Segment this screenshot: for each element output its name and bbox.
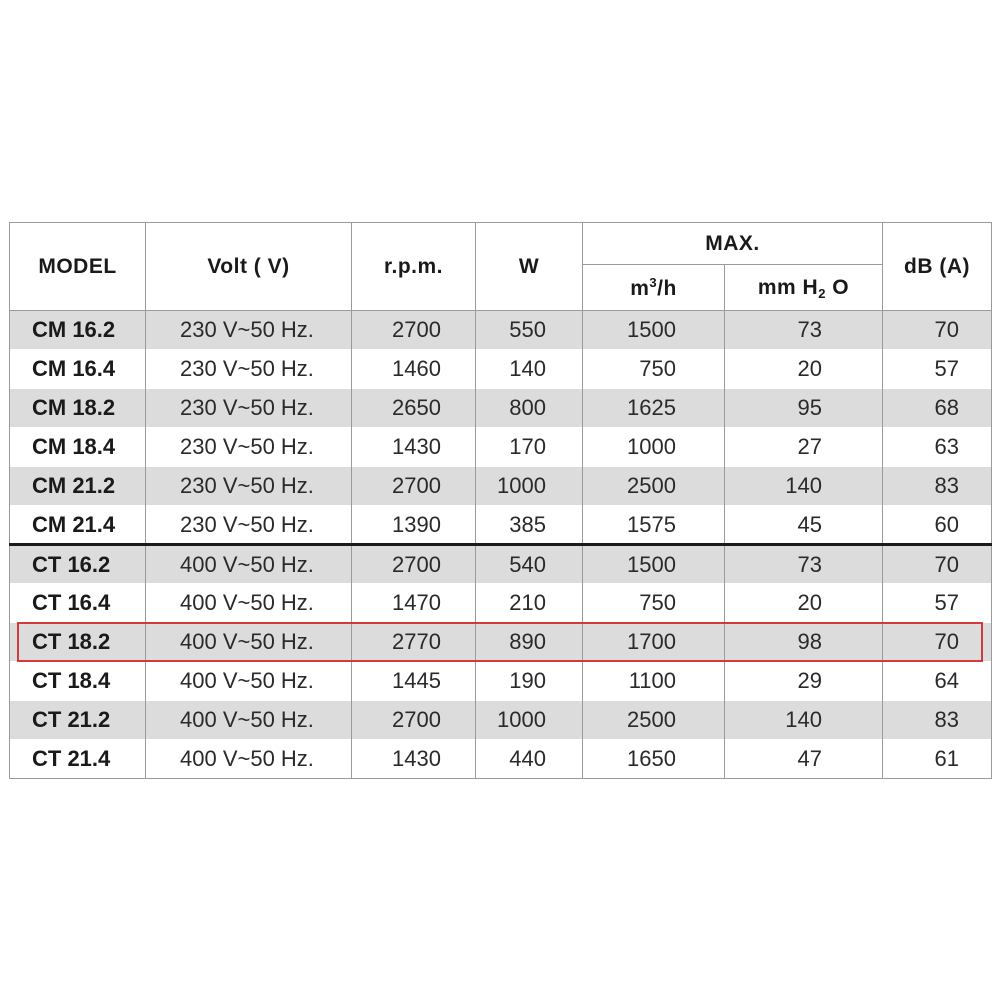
table-body — [10, 311, 992, 779]
table-row — [10, 740, 992, 779]
header-row-top — [10, 223, 992, 265]
cell-w: 800 — [476, 389, 583, 428]
cell-db: 70 — [883, 623, 992, 662]
table-row — [10, 350, 992, 389]
col-header-model: MODEL — [10, 223, 146, 311]
cell-w: 190 — [476, 662, 583, 701]
table-row — [10, 701, 992, 740]
cell-model: CT 18.4 — [10, 662, 146, 701]
table-row — [10, 506, 992, 545]
cell-w: 385 — [476, 506, 583, 545]
cell-pressure: 140 — [725, 701, 883, 740]
airflow-unit-tail: /h — [657, 276, 677, 300]
cell-rpm: 1460 — [352, 350, 476, 389]
cell-rpm: 1430 — [352, 740, 476, 779]
cell-model: CT 16.2 — [10, 545, 146, 584]
cell-pressure: 47 — [725, 740, 883, 779]
cell-airflow: 1500 — [583, 545, 725, 584]
cell-w: 170 — [476, 428, 583, 467]
col-header-airflow — [583, 265, 725, 311]
airflow-unit-sup: 3 — [649, 274, 658, 290]
col-header-rpm: r.p.m. — [352, 223, 476, 311]
cell-pressure: 73 — [725, 311, 883, 350]
cell-airflow: 1100 — [583, 662, 725, 701]
table-row — [10, 428, 992, 467]
cell-pressure: 98 — [725, 623, 883, 662]
cell-db: 83 — [883, 467, 992, 506]
cell-volt: 400 V~50 Hz. — [146, 584, 352, 623]
cell-w: 890 — [476, 623, 583, 662]
cell-pressure: 29 — [725, 662, 883, 701]
cell-model: CM 18.2 — [10, 389, 146, 428]
cell-rpm: 1430 — [352, 428, 476, 467]
cell-db: 57 — [883, 584, 992, 623]
cell-airflow: 2500 — [583, 467, 725, 506]
table-row — [10, 545, 992, 584]
table-row — [10, 623, 992, 662]
cell-db: 70 — [883, 311, 992, 350]
cell-volt: 400 V~50 Hz. — [146, 701, 352, 740]
cell-rpm: 2700 — [352, 545, 476, 584]
cell-volt: 230 V~50 Hz. — [146, 506, 352, 545]
cell-w: 210 — [476, 584, 583, 623]
col-header-db: dB (A) — [883, 223, 992, 311]
cell-w: 540 — [476, 545, 583, 584]
cell-db: 68 — [883, 389, 992, 428]
cell-pressure: 95 — [725, 389, 883, 428]
cell-model: CT 18.2 — [10, 623, 146, 662]
airflow-unit-base: m — [630, 276, 650, 300]
cell-w: 140 — [476, 350, 583, 389]
cell-model: CT 21.2 — [10, 701, 146, 740]
col-header-volt: Volt ( V) — [146, 223, 352, 311]
cell-pressure: 45 — [725, 506, 883, 545]
cell-airflow: 1575 — [583, 506, 725, 545]
cell-airflow: 2500 — [583, 701, 725, 740]
cell-rpm: 2770 — [352, 623, 476, 662]
table-row — [10, 311, 992, 350]
cell-airflow: 1650 — [583, 740, 725, 779]
cell-pressure: 73 — [725, 545, 883, 584]
cell-volt: 230 V~50 Hz. — [146, 311, 352, 350]
cell-airflow: 1000 — [583, 428, 725, 467]
cell-volt: 230 V~50 Hz. — [146, 428, 352, 467]
col-header-w: W — [476, 223, 583, 311]
cell-model: CM 16.4 — [10, 350, 146, 389]
spec-table — [9, 222, 992, 779]
table-row — [10, 389, 992, 428]
cell-db: 57 — [883, 350, 992, 389]
cell-airflow: 1700 — [583, 623, 725, 662]
cell-db: 70 — [883, 545, 992, 584]
cell-rpm: 2700 — [352, 701, 476, 740]
cell-rpm: 2700 — [352, 467, 476, 506]
cell-pressure: 140 — [725, 467, 883, 506]
cell-pressure: 27 — [725, 428, 883, 467]
cell-volt: 400 V~50 Hz. — [146, 545, 352, 584]
cell-w: 1000 — [476, 701, 583, 740]
cell-pressure: 20 — [725, 350, 883, 389]
cell-model: CM 16.2 — [10, 311, 146, 350]
cell-volt: 230 V~50 Hz. — [146, 467, 352, 506]
cell-volt: 400 V~50 Hz. — [146, 662, 352, 701]
cell-rpm: 2700 — [352, 311, 476, 350]
cell-airflow: 750 — [583, 350, 725, 389]
table-row — [10, 584, 992, 623]
cell-volt: 400 V~50 Hz. — [146, 740, 352, 779]
cell-airflow: 1625 — [583, 389, 725, 428]
cell-volt: 230 V~50 Hz. — [146, 350, 352, 389]
cell-db: 83 — [883, 701, 992, 740]
cell-rpm: 1390 — [352, 506, 476, 545]
cell-w: 1000 — [476, 467, 583, 506]
cell-model: CT 21.4 — [10, 740, 146, 779]
col-header-pressure — [725, 265, 883, 311]
cell-model: CM 21.4 — [10, 506, 146, 545]
cell-model: CT 16.4 — [10, 584, 146, 623]
cell-pressure: 20 — [725, 584, 883, 623]
col-header-max: MAX. — [583, 223, 883, 265]
cell-rpm: 1445 — [352, 662, 476, 701]
cell-db: 60 — [883, 506, 992, 545]
cell-model: CM 18.4 — [10, 428, 146, 467]
cell-volt: 400 V~50 Hz. — [146, 623, 352, 662]
cell-db: 64 — [883, 662, 992, 701]
cell-rpm: 1470 — [352, 584, 476, 623]
table-row — [10, 467, 992, 506]
cell-w: 440 — [476, 740, 583, 779]
cell-db: 61 — [883, 740, 992, 779]
pressure-unit-sub: 2 — [818, 285, 826, 301]
cell-airflow: 1500 — [583, 311, 725, 350]
pressure-unit-tail: O — [825, 275, 850, 299]
pressure-unit-base: mm H — [757, 275, 819, 299]
cell-model: CM 21.2 — [10, 467, 146, 506]
cell-airflow: 750 — [583, 584, 725, 623]
cell-db: 63 — [883, 428, 992, 467]
cell-volt: 230 V~50 Hz. — [146, 389, 352, 428]
cell-w: 550 — [476, 311, 583, 350]
table-row — [10, 662, 992, 701]
cell-rpm: 2650 — [352, 389, 476, 428]
